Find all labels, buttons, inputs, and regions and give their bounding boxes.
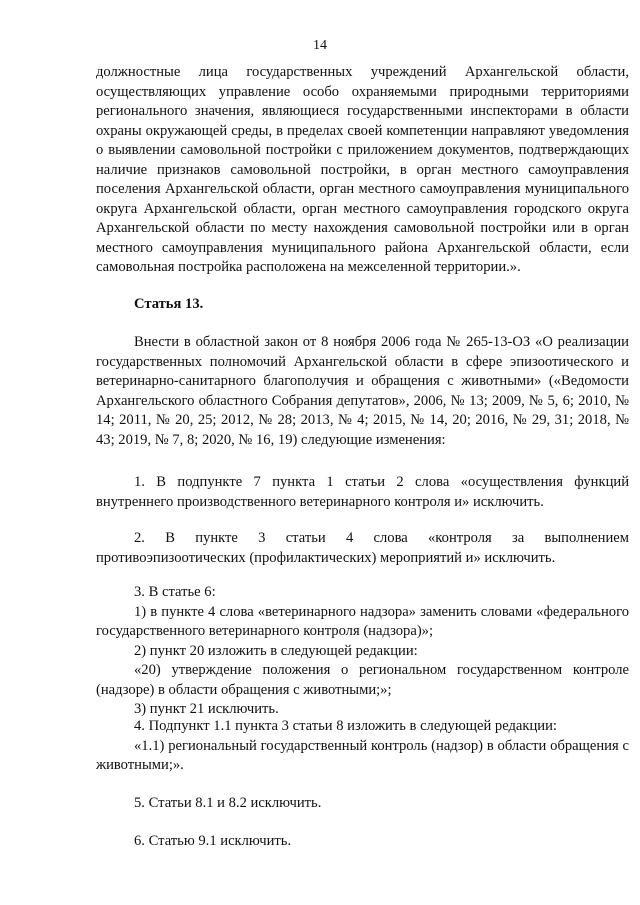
item-4-sub-1: «1.1) региональный государственный контроль (надзор) в области обращения с животными;».	[96, 737, 629, 773]
paragraph-continuation	[96, 63, 629, 278]
article-intro-block	[96, 333, 629, 450]
article-intro: Внести в областной закон от 8 ноября 2006 года № 265-13-ОЗ «О реализации государственных полномочий Архангельской области в сфере эпизоотического и ветеринарно-санитарного благополучия и обращения с животными» («Ведомости Архангельского областного Собрания депутатов», 2006, № 13; 2009, № 5, 6; 2010, № 14; 2011, № 20, 25; 2012, № 28; 2013, № 4; 2015, № 14, 20; 2016, № 29, 31; 2018, № 43; 2019, № 7, 8; 2020, № 16, 19) следующие изменения:	[96, 334, 629, 448]
item-3-sub-3: «20) утверждение положения о региональном государственном контроле (надзоре) в области обращения с животными;»;	[96, 662, 629, 698]
item-3-sub-2: 2) пункт 20 изложить в следующей редакции:	[134, 642, 418, 659]
paragraph-text: должностные лица государственных учреждений Архангельской области, осуществляющих управление особо охраняемыми природными территориями регионального значения, являющиеся государственными инспекторами в области охраны окружающей среды, в пределах своей компетенции направляют уведомления о выявлении самовольной постройки с приложением документов, подтверждающих наличие признаков самовольной постройки, в орган местного самоуправления поселения Архангельской области, орган местного самоуправления муниципального округа Архангельской области, орган местного самоуправления городского округа Архангельской области по месту нахождения самовольной постройки или в орган местного самоуправления муниципального района Архангельской области, если самовольная постройка расположена на межселенной территории.».	[96, 64, 629, 275]
item-1-block	[96, 473, 629, 512]
item-4: 4. Подпункт 1.1 пункта 3 статьи 8 изложить в следующей редакции:	[134, 718, 557, 734]
item-2: 2. В пункте 3 статьи 4 слова «контроля за выполнением противоэпизоотических (профилактических) мероприятий и» исключить.	[96, 530, 629, 566]
item-5: 5. Статьи 8.1 и 8.2 исключить.	[134, 795, 322, 811]
item-6-block	[96, 832, 629, 852]
item-1: 1. В подпункте 7 пункта 1 статьи 2 слова «осуществления функций внутреннего производственного ветеринарного контроля и» исключить.	[96, 474, 629, 510]
page-number: 14	[313, 38, 327, 53]
item-4-block	[96, 717, 629, 776]
item-6: 6. Статью 9.1 исключить.	[134, 833, 292, 849]
article-heading: Статья 13.	[134, 296, 204, 312]
item-5-block	[96, 794, 629, 814]
item-2-block	[96, 529, 629, 568]
item-3-block	[96, 583, 629, 720]
item-3-sub-4: 3) пункт 21 исключить.	[134, 701, 279, 717]
item-3: 3. В статье 6:	[134, 584, 216, 600]
article-heading-block	[96, 295, 629, 315]
item-3-sub-1: 1) в пункте 4 слова «ветеринарного надзора» заменить словами «федерального государственного ветеринарного контроля (надзора)»;	[96, 603, 629, 639]
